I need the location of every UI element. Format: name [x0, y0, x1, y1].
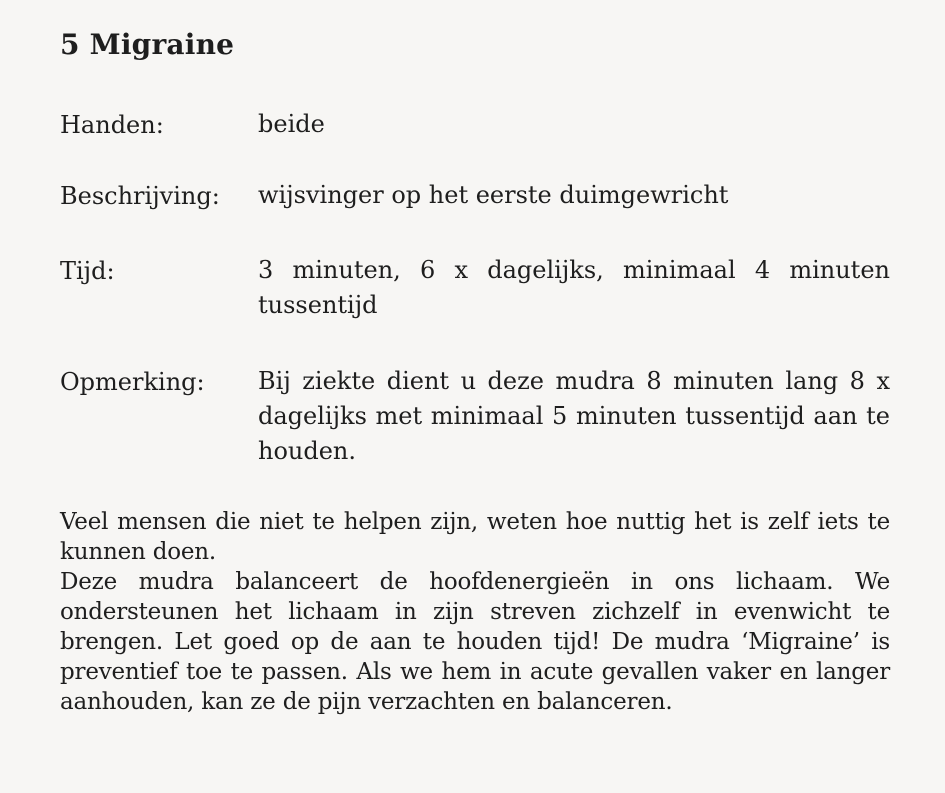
paragraph-intro: Veel mensen die niet te helpen zijn, weten hoe nuttig het is zelf iets te kunnen doen. — [60, 509, 890, 565]
value-opmerking: Bij ziekte dient u deze mudra 8 minuten lang 8 x dagelijks met minimaal 5 minuten tussentijd aan te houden. — [258, 367, 890, 465]
value-beschrijving: wijsvinger op het eerste duimgewricht — [258, 181, 729, 209]
label-opmerking: Opmerking: — [60, 368, 205, 396]
page-title: 5 Migraine — [60, 28, 235, 61]
value-handen: beide — [258, 110, 325, 138]
label-beschrijving: Beschrijving: — [60, 182, 220, 210]
paragraph-main: Deze mudra balanceert de hoofdenergieën in ons lichaam. We ondersteunen het lichaam in zijn streven zichzelf in evenwicht te brengen. Let goed op de aan te houden tijd! De mudra ‘Migraine’ is preventief toe te passen. Als we hem in acute gevallen vaker en langer aanhouden, kan ze de pijn verzachten en balanceren. — [60, 569, 890, 715]
label-tijd: Tijd: — [60, 257, 115, 285]
value-tijd: 3 minuten, 6 x dagelijks, minimaal 4 minuten tussentijd — [258, 256, 890, 319]
label-handen: Handen: — [60, 111, 164, 139]
body-text — [60, 507, 890, 717]
